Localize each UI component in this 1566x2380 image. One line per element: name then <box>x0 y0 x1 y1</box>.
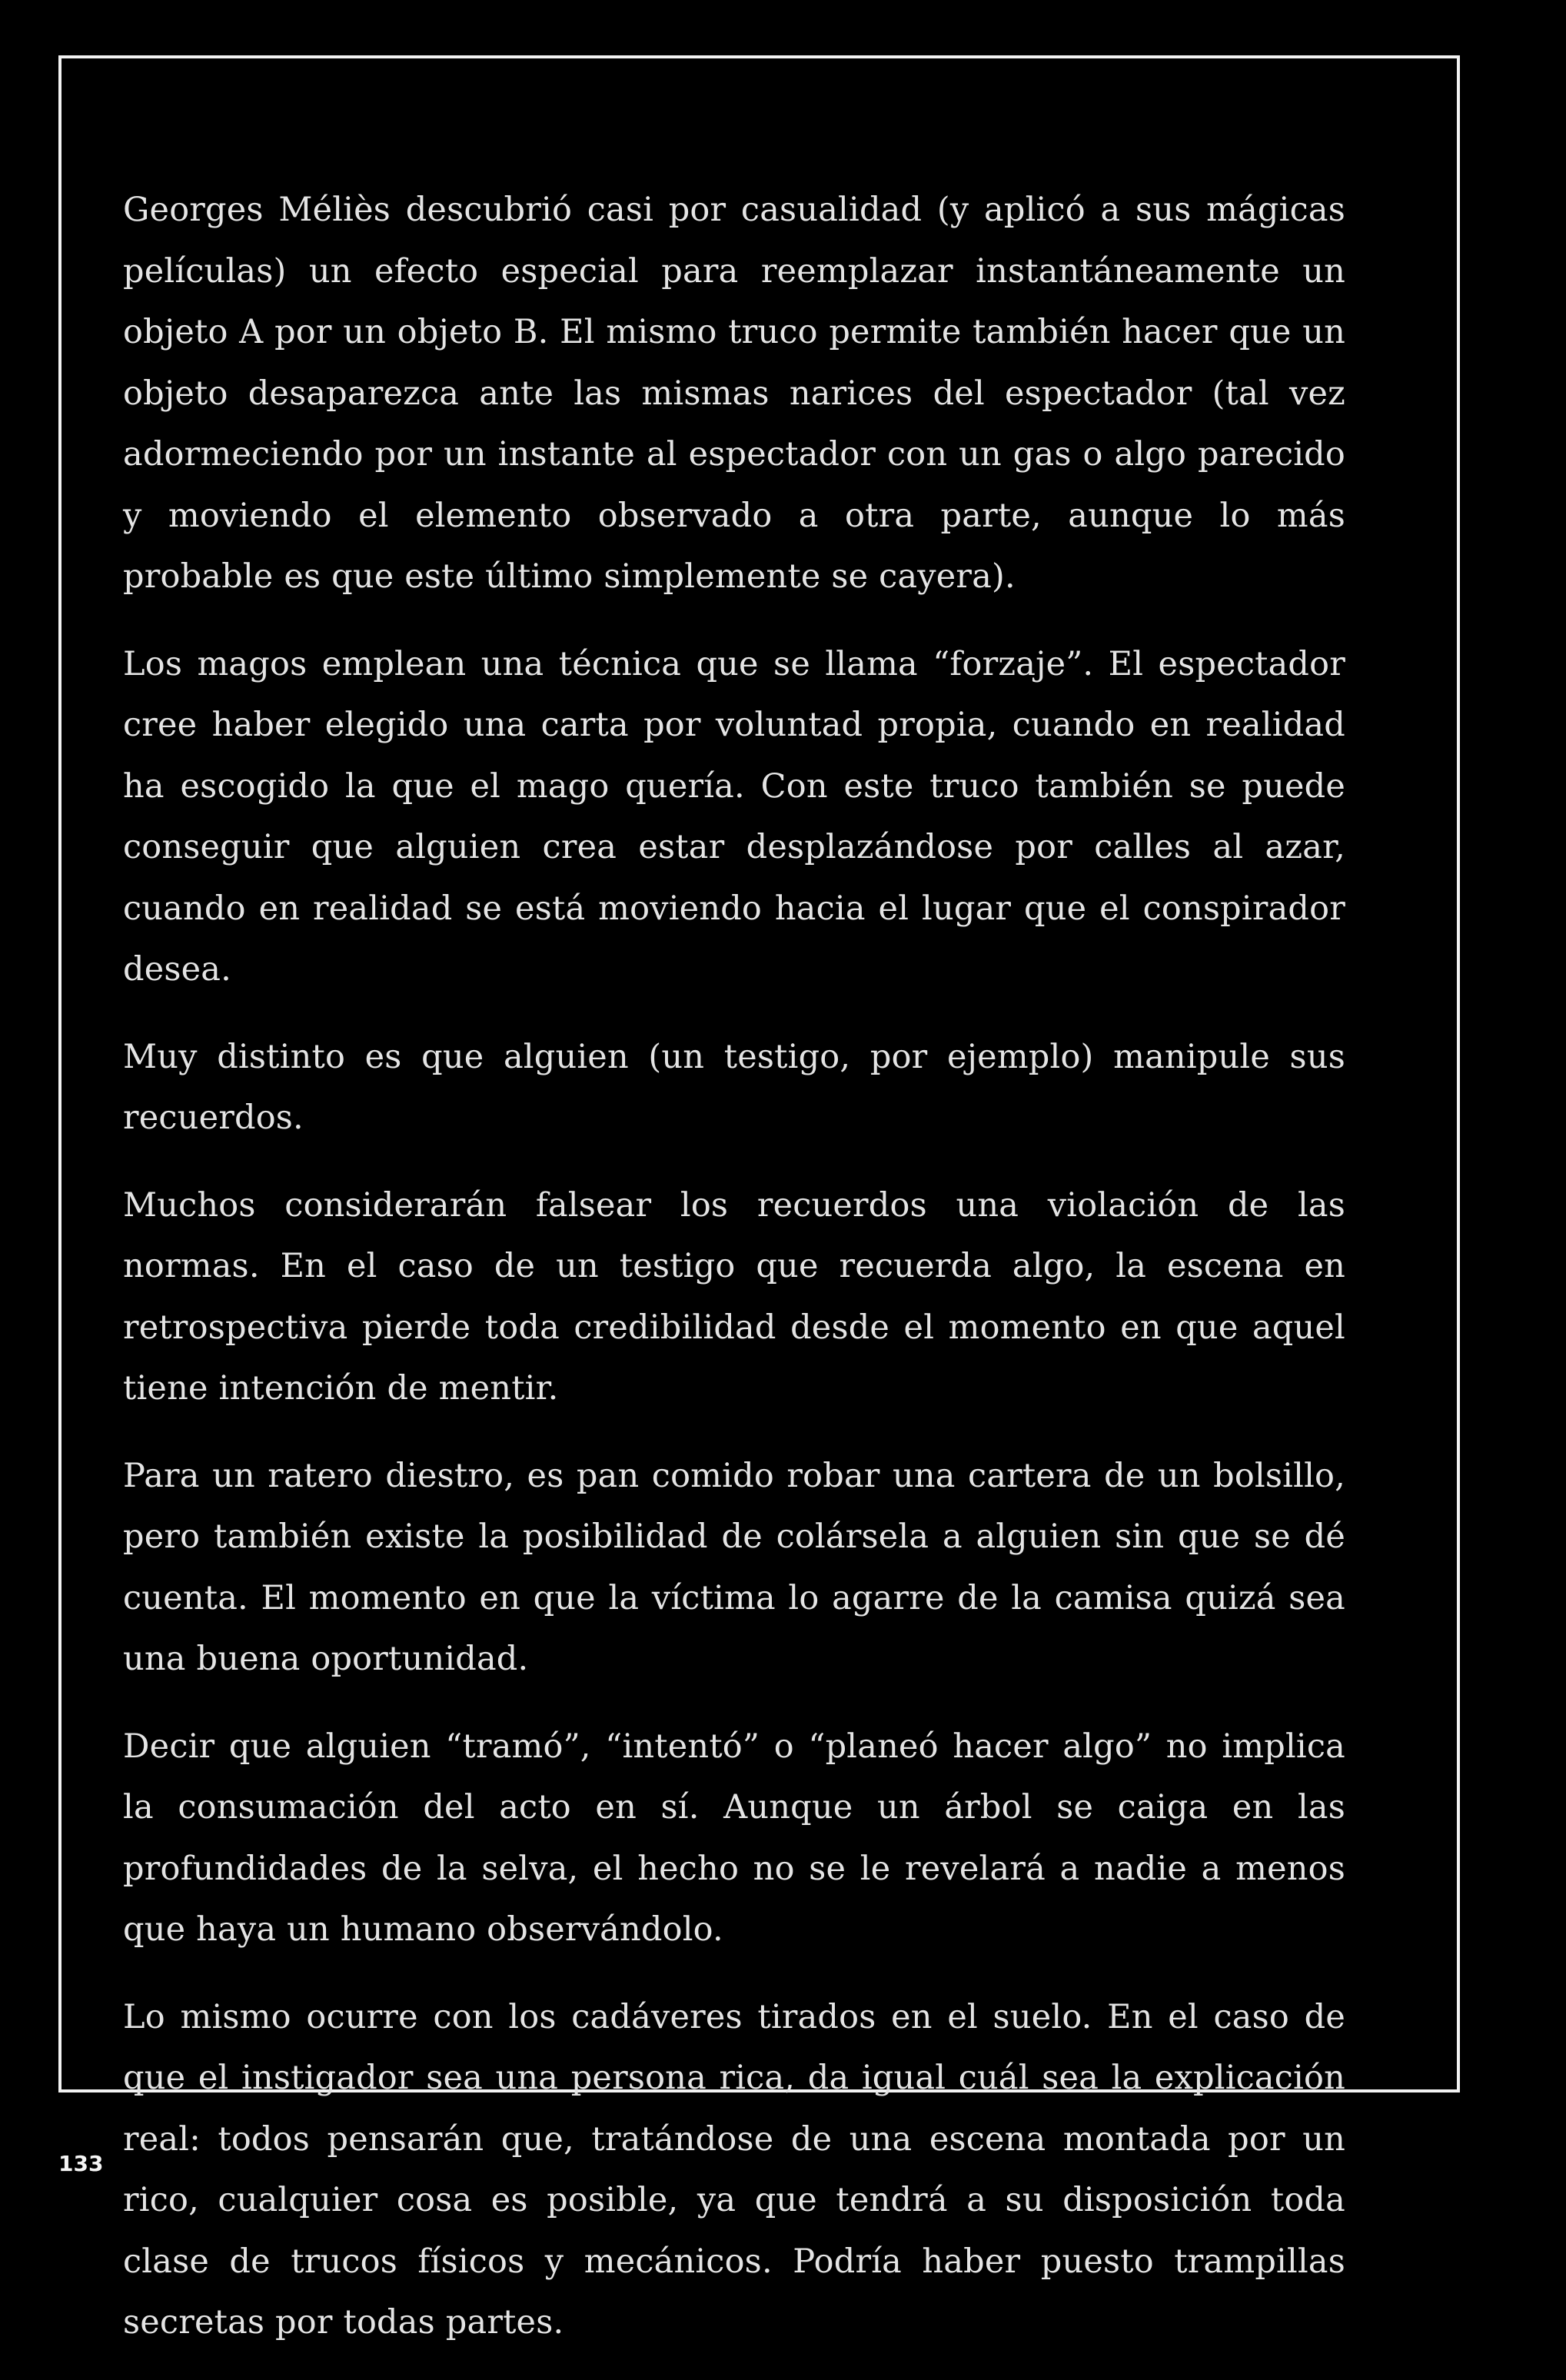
paragraph-6: Decir que alguien “tramó”, “intentó” o “planeó hacer algo” no implica la consumación del acto en sí. Aunque un árbol se caiga en las profundidades de la selva, el hecho no se le revelará a nadie a menos que haya un humano observándolo. <box>123 1727 1345 1949</box>
paragraph-2: Los magos emplean una técnica que se llama “forzaje”. El espectador cree haber elegido una carta por voluntad propia, cuando en realidad ha escogido la que el mago quería. Con este truco también se puede conseguir que alguien crea estar desplazándose por calles al azar, cuando en realidad se está moviendo hacia el lugar que el conspirador desea. <box>123 644 1345 989</box>
paragraph-3: Muy distinto es que alguien (un testigo, por ejemplo) manipule sus recuerdos. <box>123 1037 1345 1137</box>
paragraph-7: Lo mismo ocurre con los cadáveres tirados en el suelo. En el caso de que el instigador sea una persona rica, da igual cuál sea la explicación real: todos pensarán que, tratándose de una escena montada por un rico, cualquier cosa es posible, ya que tendrá a su disposición toda clase de trucos físicos y mecánicos. Podría haber puesto trampillas secretas por todas partes. <box>123 1997 1345 2342</box>
paragraph-1: Georges Méliès descubrió casi por casualidad (y aplicó a sus mágicas películas) un efecto especial para reemplazar instantáneamente un objeto A por un objeto B. El mismo truco permite también hacer que un objeto desaparezca ante las mismas narices del espectador (tal vez adormeciendo por un instante al espectador con un gas o algo parecido y moviendo el elemento observado a otra parte, aunque lo más probable es que este último simplemente se cayera). <box>123 191 1345 596</box>
body-text <box>123 180 1345 2380</box>
paragraph-4: Muchos considerarán falsear los recuerdos una violación de las normas. En el caso de un testigo que recuerda algo, la escena en retrospectiva pierde toda credibilidad desde el momento en que aquel tiene intención de mentir. <box>123 1185 1345 1408</box>
paragraph-5: Para un ratero diestro, es pan comido robar una cartera de un bolsillo, pero también existe la posibilidad de colársela a alguien sin que se dé cuenta. El momento en que la víctima lo agarre de la camisa quizá sea una buena oportunidad. <box>123 1456 1345 1678</box>
page-number: 133 <box>58 2151 104 2176</box>
